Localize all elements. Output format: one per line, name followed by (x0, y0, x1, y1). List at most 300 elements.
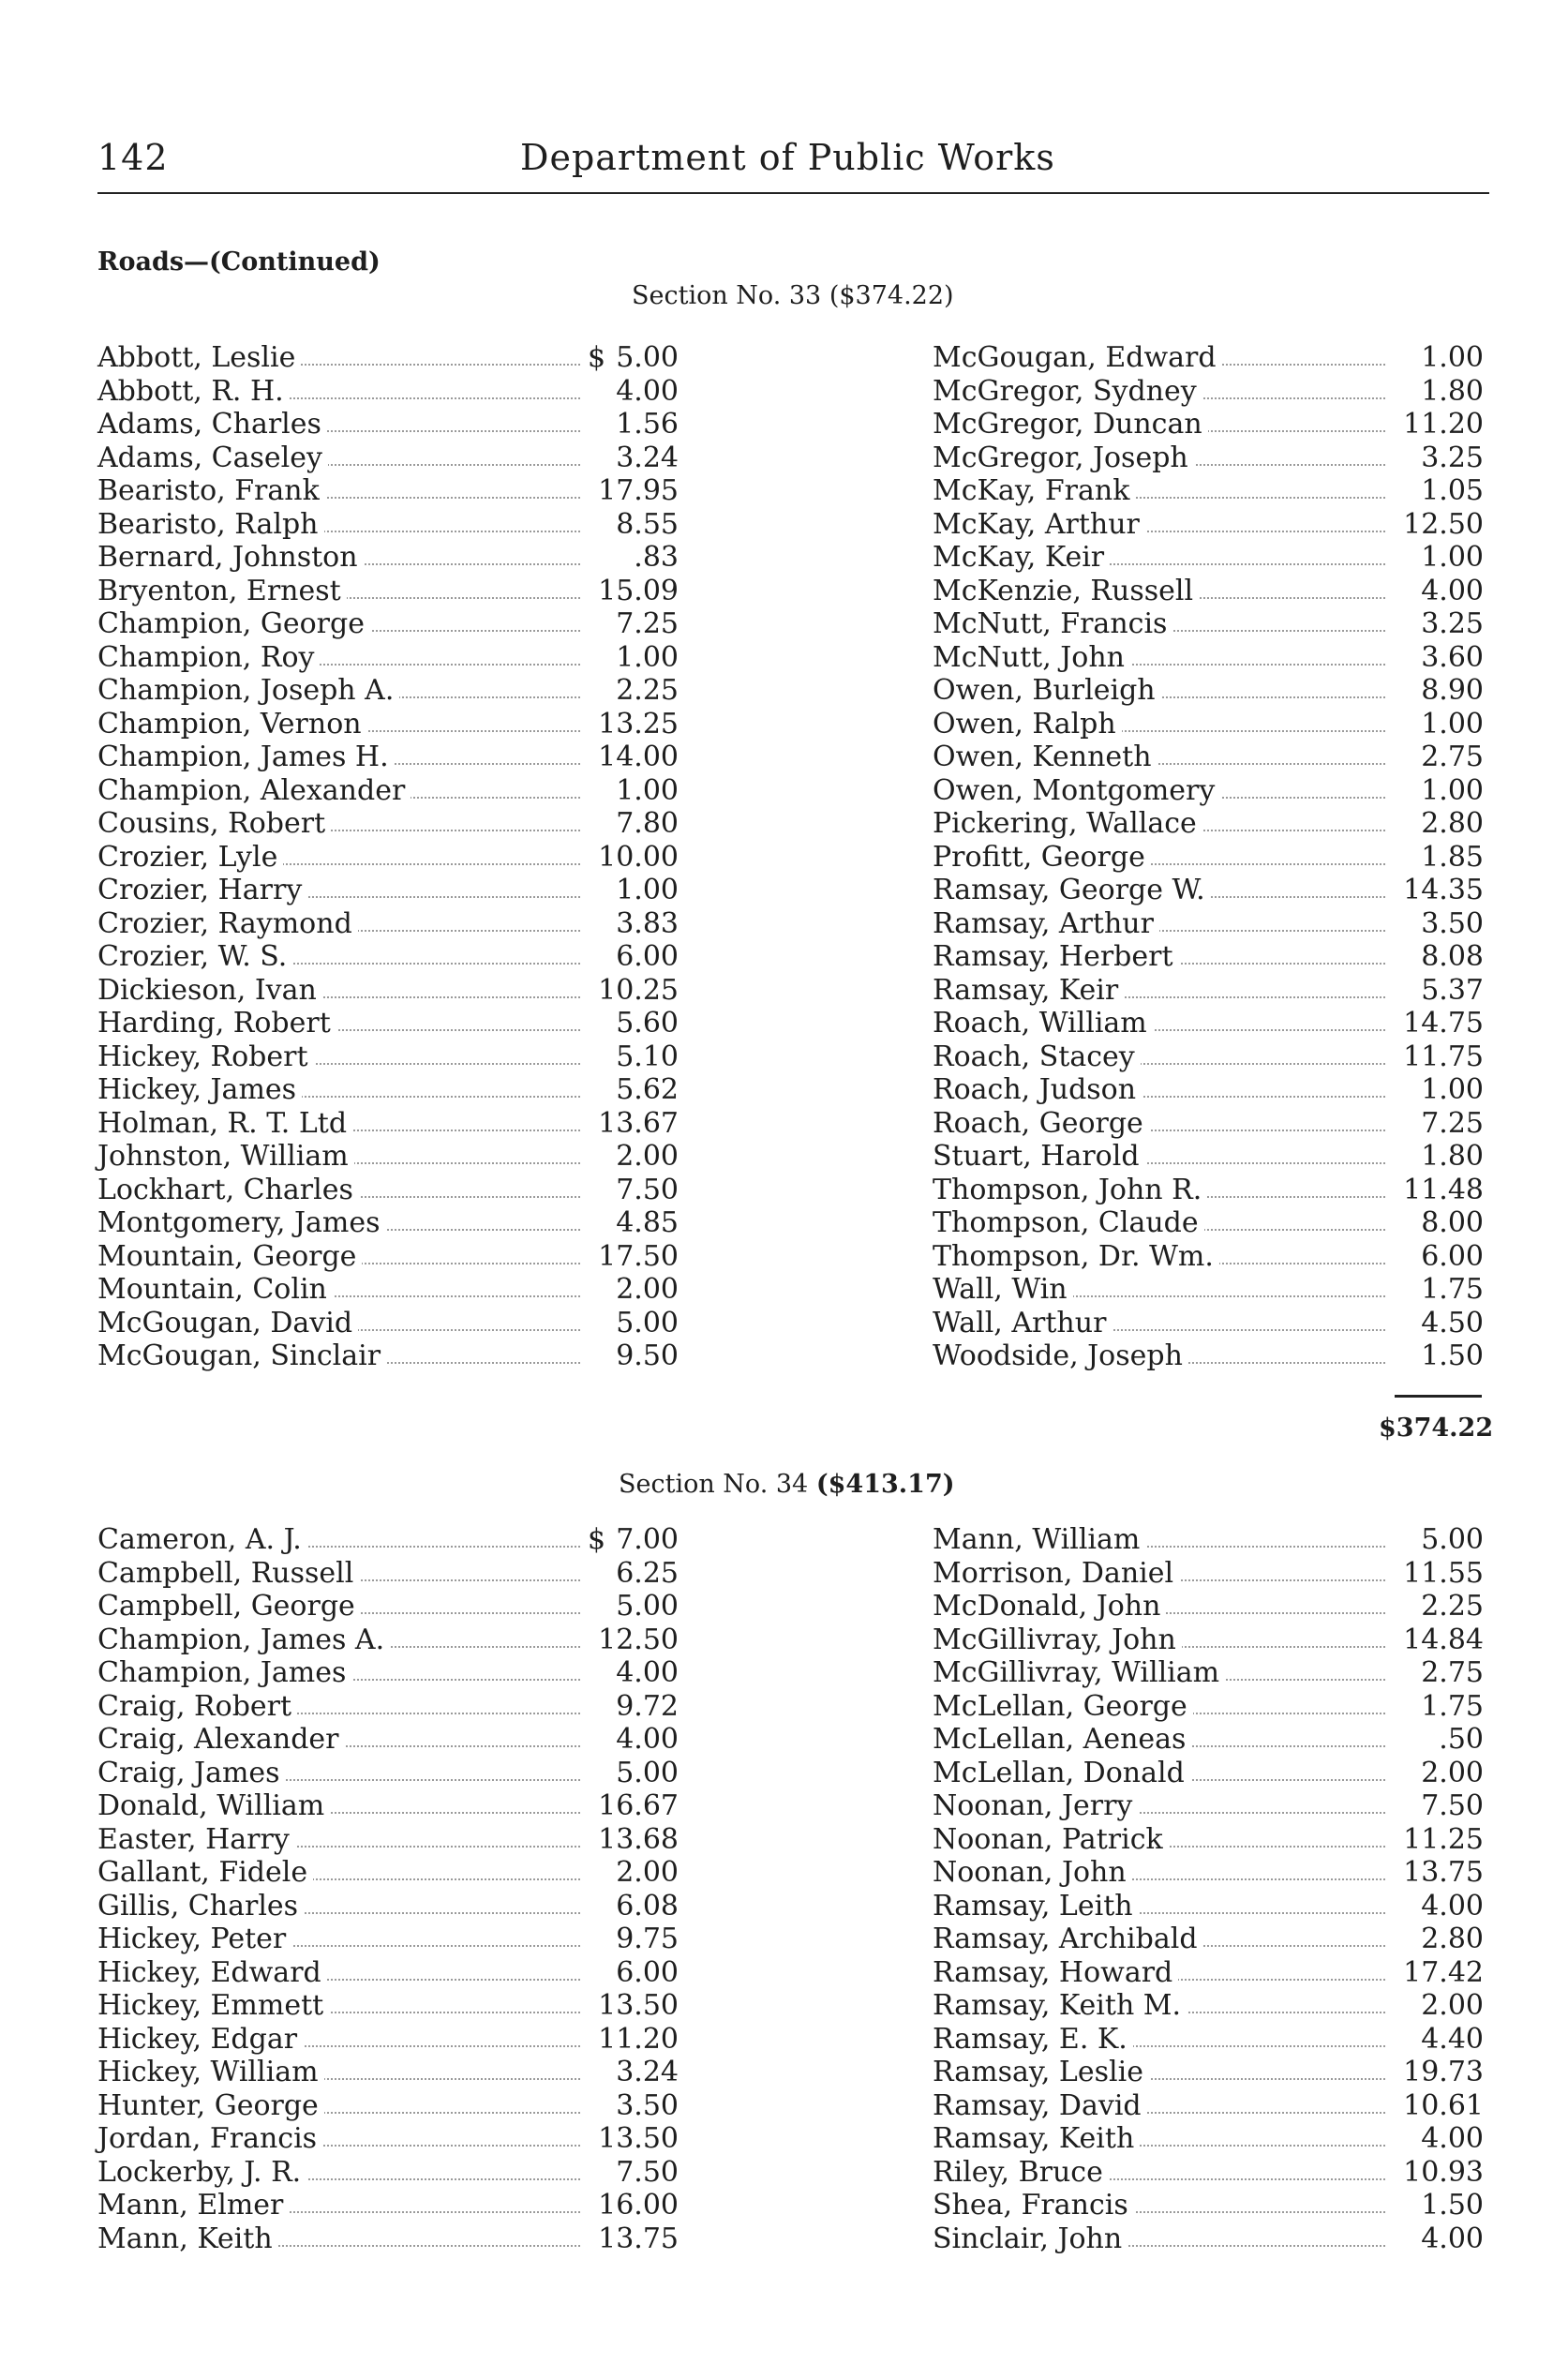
entry-amount: 5.00 (610, 341, 679, 374)
list-item (933, 641, 1484, 675)
entry-name: Adams, Charles (97, 408, 327, 441)
entry-amount: 11.75 (1397, 1040, 1484, 1073)
list-item (933, 1523, 1484, 1557)
entry-name: McGregor, Joseph (933, 441, 1194, 474)
list-item (933, 408, 1484, 441)
entry-amount: 16.00 (592, 2189, 679, 2222)
entry-amount: 13.25 (592, 708, 679, 741)
entry-name: Champion, Alexander (97, 774, 411, 807)
list-item (933, 508, 1484, 542)
list-item (97, 1557, 679, 1591)
entry-amount: 17.50 (592, 1240, 679, 1273)
entry-amount: 7.80 (610, 807, 679, 840)
entry-name: Roach, William (933, 1007, 1153, 1040)
list-item (97, 474, 679, 508)
list-item (933, 441, 1484, 475)
entry-amount: 6.00 (610, 940, 679, 973)
entry-name: Riley, Bruce (933, 2156, 1109, 2189)
entry-name: Mann, Keith (97, 2222, 278, 2255)
entry-amount: 12.50 (592, 1623, 679, 1656)
entry-amount: 1.00 (610, 874, 679, 906)
entry-amount: 8.00 (1415, 1206, 1484, 1239)
entry-amount: 11.20 (1397, 408, 1484, 441)
list-item (97, 674, 679, 708)
entry-name: Abbott, Leslie (97, 341, 301, 374)
entry-name: Morrison, Daniel (933, 1557, 1179, 1590)
list-item (933, 974, 1484, 1008)
list-item (97, 1956, 679, 1990)
list-item (97, 774, 679, 808)
entry-name: McGougan, Sinclair (97, 1339, 386, 1372)
list-item (97, 1989, 679, 2023)
entry-amount: 1.85 (1415, 841, 1484, 874)
list-item (97, 1140, 679, 1174)
list-item (933, 1240, 1484, 1274)
entry-name: Ramsay, Herbert (933, 940, 1179, 973)
entry-name: Holman, R. T. Ltd (97, 1107, 352, 1140)
entry-name: McGregor, Sydney (933, 375, 1202, 408)
entry-name: Harding, Robert (97, 1007, 336, 1040)
list-item (97, 1307, 679, 1340)
entry-name: McKay, Keir (933, 541, 1110, 574)
list-item (933, 1723, 1484, 1757)
list-item (933, 1956, 1484, 1990)
list-item (933, 741, 1484, 774)
entry-name: Abbott, R. H. (97, 375, 290, 408)
entry-amount: 2.75 (1415, 741, 1484, 773)
entry-name: McGregor, Duncan (933, 408, 1208, 441)
entry-amount: 10.25 (592, 974, 679, 1007)
list-item (933, 1989, 1484, 2023)
list-item (933, 1823, 1484, 1857)
entry-name: McNutt, John (933, 641, 1130, 674)
list-item (933, 674, 1484, 708)
section-34-right-list (933, 1523, 1484, 2255)
list-item (97, 541, 679, 575)
list-item (933, 1206, 1484, 1240)
entry-amount: 4.00 (610, 1656, 679, 1689)
list-item (933, 341, 1484, 375)
entry-amount: 1.50 (1415, 2189, 1484, 2222)
section-33-total: $374.22 (1379, 1414, 1494, 1443)
list-item (97, 1273, 679, 1307)
entry-amount: 2.75 (1415, 1656, 1484, 1689)
entry-amount: 2.80 (1415, 1923, 1484, 1955)
entry-name: McNutt, Francis (933, 607, 1172, 640)
list-item (97, 2222, 679, 2256)
entry-name: Champion, James (97, 1656, 351, 1689)
entry-name: Thompson, John R. (933, 1174, 1207, 1206)
entry-amount: 14.00 (592, 741, 679, 773)
section-34-label: Section No. 34 (619, 1470, 809, 1499)
entry-amount: 2.80 (1415, 807, 1484, 840)
entry-name: Owen, Montgomery (933, 774, 1220, 807)
entry-name: Ramsay, David (933, 2089, 1147, 2122)
entry-name: Bernard, Johnston (97, 541, 364, 574)
entry-amount: 5.10 (610, 1040, 679, 1073)
entry-amount: 1.00 (1415, 774, 1484, 807)
list-item (97, 2089, 679, 2123)
list-item (933, 541, 1484, 575)
list-item (97, 1040, 679, 1074)
entry-name: Noonan, Jerry (933, 1789, 1138, 1822)
entry-name: Craig, Robert (97, 1690, 297, 1723)
list-item (933, 2089, 1484, 2123)
entry-amount: 3.60 (1415, 641, 1484, 674)
entry-amount: 13.50 (592, 1989, 679, 2022)
entry-name: Shea, Francis (933, 2189, 1134, 2222)
entry-amount: 5.00 (610, 1307, 679, 1339)
header-rule (97, 192, 1489, 194)
list-item (97, 1240, 679, 1274)
entry-name: Lockhart, Charles (97, 1174, 359, 1206)
entry-name: McGillivray, William (933, 1656, 1225, 1689)
list-item (97, 1590, 679, 1623)
entry-name: Champion, James H. (97, 741, 395, 773)
entry-amount: 5.00 (1415, 1523, 1484, 1556)
entry-amount: 1.05 (1415, 474, 1484, 507)
entry-amount: 3.50 (610, 2089, 679, 2122)
entry-name: Wall, Win (933, 1273, 1073, 1306)
entry-name: McGillivray, John (933, 1623, 1182, 1656)
list-item (933, 841, 1484, 875)
entry-name: Ramsay, George W. (933, 874, 1211, 906)
entry-name: Noonan, Patrick (933, 1823, 1169, 1856)
entry-amount: 19.73 (1397, 2056, 1484, 2088)
entry-name: Roach, Judson (933, 1073, 1142, 1106)
list-item (97, 1923, 679, 1956)
entry-amount: 4.00 (610, 375, 679, 408)
list-item (97, 1623, 679, 1657)
entry-name: Sinclair, John (933, 2222, 1127, 2255)
entry-amount: 13.75 (592, 2222, 679, 2255)
list-item (933, 1073, 1484, 1107)
list-item (97, 907, 679, 941)
entry-amount: 3.24 (610, 441, 679, 474)
entry-amount: 14.84 (1397, 1623, 1484, 1656)
entry-name: McKay, Frank (933, 474, 1135, 507)
entry-amount: 1.80 (1415, 1140, 1484, 1173)
entry-name: Woodside, Joseph (933, 1339, 1188, 1372)
list-item (97, 1823, 679, 1857)
list-item (97, 1523, 679, 1557)
entry-name: McLellan, Donald (933, 1757, 1190, 1789)
list-item (97, 874, 679, 907)
entry-name: Jordan, Francis (97, 2122, 322, 2155)
list-item (933, 1107, 1484, 1141)
entry-amount: .50 (1433, 1723, 1484, 1756)
list-item (933, 708, 1484, 741)
list-item (933, 1923, 1484, 1956)
list-item (933, 1307, 1484, 1340)
entry-name: McDonald, John (933, 1590, 1166, 1623)
section-33-total-rule (1395, 1395, 1482, 1398)
entry-name: Mann, Elmer (97, 2189, 289, 2222)
list-item (933, 874, 1484, 907)
entry-name: Hickey, Edward (97, 1956, 327, 1989)
entry-amount: 2.00 (610, 1856, 679, 1889)
list-item (97, 2122, 679, 2156)
list-item (97, 2156, 679, 2190)
entry-amount: 2.00 (1415, 1757, 1484, 1789)
entry-name: Johnston, William (97, 1140, 354, 1173)
entry-amount: 11.48 (1397, 1174, 1484, 1206)
entry-amount: .83 (628, 541, 679, 574)
entry-amount: 3.24 (610, 2056, 679, 2088)
list-item (933, 2122, 1484, 2156)
list-item (933, 1273, 1484, 1307)
entry-name: Champion, Joseph A. (97, 674, 399, 707)
entry-name: Hickey, James (97, 1073, 302, 1106)
list-item (933, 1690, 1484, 1724)
entry-amount: 13.67 (592, 1107, 679, 1140)
entry-amount: 10.00 (592, 841, 679, 874)
list-item (97, 1174, 679, 1207)
entry-amount: 6.08 (610, 1890, 679, 1923)
page-header (0, 0, 1568, 187)
entry-amount: 17.42 (1397, 1956, 1484, 1989)
list-item (97, 1107, 679, 1141)
entry-name: Hunter, George (97, 2089, 324, 2122)
entry-amount: 2.00 (1415, 1989, 1484, 2022)
entry-name: Crozier, Raymond (97, 907, 358, 940)
list-item (933, 607, 1484, 641)
entry-name: Lockerby, J. R. (97, 2156, 306, 2189)
list-item (933, 1856, 1484, 1890)
list-item (97, 408, 679, 441)
entry-amount: 4.00 (1415, 575, 1484, 607)
entry-amount: 8.90 (1415, 674, 1484, 707)
entry-amount: 1.56 (610, 408, 679, 441)
list-item (97, 1206, 679, 1240)
list-item (97, 641, 679, 675)
entry-name: McGougan, Edward (933, 341, 1222, 374)
entry-name: Champion, Vernon (97, 708, 367, 741)
list-item (97, 974, 679, 1008)
section-34-heading (619, 1470, 955, 1499)
entry-amount: 17.95 (592, 474, 679, 507)
entry-amount: 16.67 (592, 1789, 679, 1822)
entry-name: Owen, Burleigh (933, 674, 1161, 707)
entry-amount: 2.25 (610, 674, 679, 707)
section-34-amount: ($413.17) (815, 1470, 955, 1499)
entry-name: Pickering, Wallace (933, 807, 1202, 840)
entry-amount: 1.00 (610, 641, 679, 674)
entry-name: Donald, William (97, 1789, 330, 1822)
list-item (97, 1789, 679, 1823)
entry-amount: 15.09 (592, 575, 679, 607)
list-item (97, 1757, 679, 1790)
entry-name: Roach, Stacey (933, 1040, 1141, 1073)
entry-amount: 8.55 (610, 508, 679, 541)
entry-name: Cameron, A. J. (97, 1523, 307, 1556)
entry-amount: 1.50 (1415, 1339, 1484, 1372)
entry-name: Ramsay, Keith (933, 2122, 1140, 2155)
list-item (97, 2023, 679, 2057)
list-item (933, 1656, 1484, 1690)
entry-name: Ramsay, Leslie (933, 2056, 1149, 2088)
entry-name: McGougan, David (97, 1307, 358, 1339)
entry-amount: 9.75 (610, 1923, 679, 1955)
entry-name: McKenzie, Russell (933, 575, 1199, 607)
entry-amount: 6.00 (1415, 1240, 1484, 1273)
entry-name: Ramsay, E. K. (933, 2023, 1133, 2056)
section-33-amount: ($374.22) (829, 281, 954, 310)
entry-amount: 11.25 (1397, 1823, 1484, 1856)
entry-name: Cousins, Robert (97, 807, 331, 840)
entry-amount: 7.50 (610, 2156, 679, 2189)
entry-amount: 2.00 (610, 1140, 679, 1173)
entry-amount: 4.85 (610, 1206, 679, 1239)
list-item (97, 1073, 679, 1107)
entry-name: Craig, Alexander (97, 1723, 345, 1756)
section-33-right-list (933, 341, 1484, 1373)
entry-amount: 4.00 (610, 1723, 679, 1756)
list-item (933, 1339, 1484, 1373)
list-item (933, 774, 1484, 808)
section-33-label: Section No. 33 (632, 281, 822, 310)
dollar-sign: $ (585, 341, 608, 374)
entry-amount: 13.75 (1397, 1856, 1484, 1889)
list-item (933, 1757, 1484, 1790)
entry-name: Owen, Kenneth (933, 741, 1157, 773)
entry-name: Craig, James (97, 1757, 286, 1789)
entry-name: Ramsay, Arthur (933, 907, 1159, 940)
entry-name: Champion, James A. (97, 1623, 390, 1656)
entry-amount: 1.00 (1415, 1073, 1484, 1106)
entry-name: Owen, Ralph (933, 708, 1122, 741)
entry-amount: 11.20 (592, 2023, 679, 2056)
list-item (97, 1890, 679, 1923)
entry-amount: 2.25 (1415, 1590, 1484, 1623)
entry-name: Gillis, Charles (97, 1890, 304, 1923)
list-item (97, 375, 679, 409)
entry-name: Roach, George (933, 1107, 1149, 1140)
entry-name: Easter, Harry (97, 1823, 295, 1856)
entry-amount: 5.60 (610, 1007, 679, 1040)
list-item (933, 940, 1484, 974)
list-item (97, 1690, 679, 1724)
entry-name: Champion, George (97, 607, 370, 640)
entry-name: Hickey, Emmett (97, 1989, 329, 2022)
list-item (97, 2056, 679, 2089)
entry-amount: 5.62 (610, 1073, 679, 1106)
list-item (97, 2189, 679, 2222)
list-item (933, 2023, 1484, 2057)
list-item (933, 2156, 1484, 2190)
roads-subheading: Roads—(Continued) (97, 247, 381, 277)
entry-name: Hickey, Peter (97, 1923, 291, 1955)
entry-amount: 10.93 (1397, 2156, 1484, 2189)
list-item (933, 807, 1484, 841)
entry-amount: 1.75 (1415, 1690, 1484, 1723)
list-item (933, 2189, 1484, 2222)
entry-amount: 4.50 (1415, 1307, 1484, 1339)
list-item (933, 1007, 1484, 1040)
page-number: 142 (97, 137, 169, 178)
list-item (97, 1007, 679, 1040)
entry-amount: 10.61 (1397, 2089, 1484, 2122)
entry-amount: 7.25 (1415, 1107, 1484, 1140)
section-33-left-list (97, 341, 679, 1373)
list-item (933, 907, 1484, 941)
list-item (97, 841, 679, 875)
entry-amount: 1.75 (1415, 1273, 1484, 1306)
entry-name: Ramsay, Keir (933, 974, 1124, 1007)
entry-amount: 9.50 (610, 1339, 679, 1372)
entry-amount: 3.25 (1415, 441, 1484, 474)
entry-name: Ramsay, Howard (933, 1956, 1178, 1989)
entry-amount: 3.83 (610, 907, 679, 940)
list-item (97, 1656, 679, 1690)
entry-name: Ramsay, Archibald (933, 1923, 1203, 1955)
entry-name: Montgomery, James (97, 1206, 386, 1239)
entry-name: Bearisto, Frank (97, 474, 325, 507)
entry-name: McLellan, George (933, 1690, 1193, 1723)
entry-name: Crozier, W. S. (97, 940, 292, 973)
entry-amount: 4.00 (1415, 2222, 1484, 2255)
entry-name: Hickey, Edgar (97, 2023, 303, 2056)
list-item (97, 1856, 679, 1890)
entry-amount: 1.00 (1415, 341, 1484, 374)
list-item (933, 2056, 1484, 2089)
entry-amount: 7.00 (610, 1523, 679, 1556)
entry-name: Hickey, William (97, 2056, 324, 2088)
entry-amount: 3.25 (1415, 607, 1484, 640)
entry-name: Mountain, George (97, 1240, 362, 1273)
list-item (933, 1557, 1484, 1591)
list-item (933, 1590, 1484, 1623)
entry-amount: 5.37 (1415, 974, 1484, 1007)
entry-amount: 2.00 (610, 1273, 679, 1306)
entry-name: Thompson, Claude (933, 1206, 1204, 1239)
entry-amount: 13.68 (592, 1823, 679, 1856)
entry-amount: 7.50 (1415, 1789, 1484, 1822)
list-item (97, 940, 679, 974)
entry-name: Adams, Caseley (97, 441, 328, 474)
entry-amount: 8.08 (1415, 940, 1484, 973)
entry-name: Crozier, Harry (97, 874, 307, 906)
list-item (97, 708, 679, 741)
entry-amount: 12.50 (1397, 508, 1484, 541)
entry-name: Mann, William (933, 1523, 1145, 1556)
section-33-heading (632, 281, 954, 310)
entry-name: Bearisto, Ralph (97, 508, 324, 541)
list-item (933, 375, 1484, 409)
entry-amount: 1.00 (1415, 541, 1484, 574)
entry-amount: 1.00 (1415, 708, 1484, 741)
entry-amount: 4.00 (1415, 1890, 1484, 1923)
page-title: Department of Public Works (520, 137, 1055, 178)
entry-name: Mountain, Colin (97, 1273, 333, 1306)
list-item (97, 1723, 679, 1757)
entry-name: Stuart, Harold (933, 1140, 1145, 1173)
entry-name: Campbell, George (97, 1590, 361, 1623)
entry-name: McKay, Arthur (933, 508, 1145, 541)
entry-amount: 7.25 (610, 607, 679, 640)
list-item (97, 341, 679, 375)
entry-amount: 14.35 (1397, 874, 1484, 906)
entry-name: McLellan, Aeneas (933, 1723, 1191, 1756)
entry-name: Thompson, Dr. Wm. (933, 1240, 1219, 1273)
entry-amount: 14.75 (1397, 1007, 1484, 1040)
list-item (97, 741, 679, 774)
entry-name: Bryenton, Ernest (97, 575, 347, 607)
entry-amount: 4.00 (1415, 2122, 1484, 2155)
entry-name: Campbell, Russell (97, 1557, 359, 1590)
dollar-sign: $ (585, 1523, 608, 1556)
list-item (933, 1174, 1484, 1207)
